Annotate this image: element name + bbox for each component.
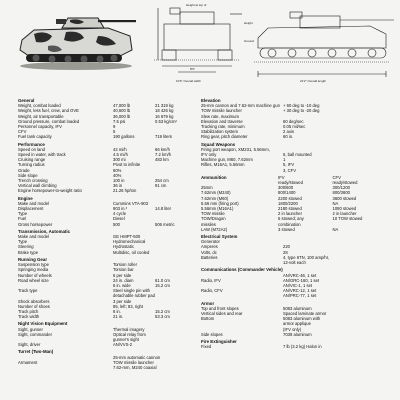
section-title: Performance <box>18 141 45 147</box>
spec-label: Sight, driver <box>18 342 41 348</box>
spec-label: Ring gear, pitch diameter <box>201 134 248 140</box>
spec-label: Turning radius <box>18 162 45 168</box>
spec-value: AN/GRC-160, 1 set <box>283 277 320 283</box>
spec-value: GE HMPT-500 <box>113 234 141 240</box>
spec-section <box>18 321 193 347</box>
ammo-type: LAW (M72A2) <box>201 226 228 232</box>
spec-row <box>18 134 193 139</box>
spec-value-metric: 7.2 km/h <box>155 152 172 158</box>
ammo-ifv: 2 in launcher <box>278 211 303 217</box>
spec-value: gunner's sight <box>113 336 139 342</box>
ammo-ifv: 2180 stowed <box>278 206 302 212</box>
spec-value: Hydrostatic <box>113 244 134 250</box>
spec-value: 1 <box>283 157 286 163</box>
spec-value: detachable rubber pad <box>113 293 155 299</box>
spec-value-metric: 0.53 kg/cm² <box>155 118 177 124</box>
spec-value: 12-volt each <box>283 260 306 266</box>
spec-value: Hydromechanical <box>113 239 146 245</box>
spec-label: Side slope <box>18 172 38 178</box>
spec-row <box>18 365 193 370</box>
spec-label: Number of wheels <box>18 272 52 278</box>
spec-value-metric: 14.8 liter <box>155 206 172 212</box>
ammo-type: 7.62mm (M60) <box>201 195 229 201</box>
spec-value: (IFV only) <box>283 326 302 332</box>
figure-label-turret-height: Height <box>244 21 253 25</box>
front-view-drawing <box>154 8 242 72</box>
spec-value: Torsion bar <box>113 267 134 273</box>
spec-label: Springing media <box>18 267 49 273</box>
spec-label: Weight, air transportable <box>18 113 64 119</box>
spec-label <box>201 293 283 298</box>
spec-label: Make and model <box>18 234 49 240</box>
spec-value: Thermal imagery <box>113 326 145 332</box>
side-view-drawing <box>254 12 394 77</box>
vehicle-photo <box>12 6 142 74</box>
spec-value-metric: 719 liters <box>155 134 172 140</box>
spec-label: Personnel capacity, IFV <box>18 124 62 130</box>
spec-value: 25-mm automatic cannon <box>113 354 161 360</box>
spec-value: 36 in <box>113 183 123 189</box>
spec-label: Track width <box>18 314 40 320</box>
spec-section-ammunition <box>201 175 387 232</box>
spec-value: AN/VRC-12, 1 set <box>283 288 317 294</box>
spec-label: Steering <box>18 244 34 250</box>
spec-value: 21.26 hp/ton <box>113 188 137 194</box>
spec-label: Armament <box>18 359 38 365</box>
spec-value: 903 in.³ <box>113 206 127 212</box>
figure-label-tow-height: Height at top of <box>186 3 207 7</box>
spec-label: Rifles, M16A1, 5.56mm <box>201 162 245 168</box>
ammo-type: 5.56mm (M16A1) <box>201 206 234 212</box>
spec-section-electrical <box>201 234 387 265</box>
spec-value: 0.05 mil/sec <box>283 124 306 130</box>
spec-value-metric <box>155 250 193 255</box>
spec-label: Weight, less fuel, crew, and OVE <box>18 108 79 114</box>
spec-label: Gross horsepower <box>18 221 53 227</box>
spec-value: 7.5 psi <box>113 118 126 124</box>
spec-value: 6 per side <box>113 272 132 278</box>
spec-label: Track type <box>18 288 38 294</box>
ammo-sub-cfv: ready/stowed <box>332 180 358 186</box>
ammo-ifv: combination <box>278 221 301 227</box>
spec-label: Vertical sides and rear <box>201 310 243 316</box>
spec-value: AN/VRC-46, 1 set <box>283 272 317 278</box>
section-title: Transmission, Automatic <box>18 228 71 234</box>
spec-value: 190 gallons <box>113 134 135 140</box>
spec-row <box>201 168 387 173</box>
spec-label: Bottom <box>201 316 215 322</box>
ammo-ifv: 5 stowed; any <box>278 216 304 222</box>
spec-value: 5083 aluminum with <box>283 316 321 322</box>
spec-label: Road wheel size <box>18 277 49 283</box>
spec-label: Firing port weapon, XM231, 5.56mm, <box>201 146 270 152</box>
spec-label: Speed on land <box>18 146 46 152</box>
spec-value: 4 cycle <box>113 211 127 217</box>
right-spec-column <box>201 96 387 350</box>
spec-value: 100 in <box>113 178 125 184</box>
section-title: Night Vision Equipment <box>18 321 68 327</box>
section-title: Squad Weapons <box>201 141 236 147</box>
spec-value: 7.62-mm, M240 coaxial <box>113 364 157 370</box>
spec-label: Weight, combat loaded <box>18 103 61 109</box>
spec-label: Elevation and traverse <box>201 118 243 124</box>
ammo-type: TOW missile <box>201 211 225 217</box>
spec-value: Spaced laminate armor <box>283 310 327 316</box>
ammo-cfv: NA <box>332 200 339 206</box>
section-title: Armor <box>201 300 215 306</box>
spec-value: 5083 aluminum <box>283 305 312 311</box>
spec-label: Engine horsepower-to-weight ratio <box>18 188 82 194</box>
section-title: Running Gear <box>18 256 48 262</box>
spec-row <box>18 342 193 347</box>
spec-section <box>18 98 193 140</box>
spec-value-metric <box>155 342 193 347</box>
spec-label: Trench crossing <box>18 178 48 184</box>
spec-row <box>201 344 387 349</box>
spec-label <box>201 168 283 173</box>
spec-label: Amperes <box>201 244 218 250</box>
ammo-col-ifv: IFV <box>278 174 285 180</box>
spec-value-metric: 15.2 cm <box>155 308 170 314</box>
spec-section <box>18 229 193 255</box>
figure-label-length: 21'2" Overall length <box>300 79 326 83</box>
spec-label: Tracking rate, minimum <box>201 124 245 130</box>
ammo-type: 25mm <box>201 185 213 191</box>
ammo-ifv: 800/1400 <box>278 190 296 196</box>
spec-value: + 60 deg to -10 deg <box>283 103 320 109</box>
spec-section-fire <box>201 339 387 349</box>
spec-label: Cruising range <box>18 157 46 163</box>
spec-label: Radio, CFV <box>201 288 223 294</box>
spec-value: Diesel <box>113 216 125 222</box>
spec-value: 40,600 lb <box>113 108 131 114</box>
ammo-cfv: 10 TOW stowed <box>332 216 363 222</box>
spec-value: AN/VVS-2 <box>113 342 133 348</box>
ammo-sub-ifv: ready/stowed <box>278 180 303 186</box>
spec-value-metric: 483 km <box>155 157 169 163</box>
ammo-cfv: 3600 stowed <box>332 195 357 201</box>
spec-label: Brake type <box>18 249 39 255</box>
spec-label: Ground pressure, combat loaded <box>18 118 80 124</box>
ammo-ifv: 300/600 <box>278 185 294 191</box>
spec-label: Machine gun, M60, 7.62mm <box>201 157 253 163</box>
section-title: Electrical System <box>201 234 238 240</box>
section-title: Ammunition <box>201 174 227 180</box>
spec-value: armor applique <box>283 321 311 327</box>
spec-label: Shock absorbers <box>18 298 50 304</box>
spec-value-metric: 18 426 kg <box>155 108 174 114</box>
spec-label: Top and front slopes <box>201 305 239 311</box>
spec-label: 25-mm cannon and 7.62-mm machine gun <box>201 103 280 109</box>
spec-value: 4, type 6TN, 100 amp/hr, <box>283 254 330 260</box>
figure-label-track: 8'9" <box>190 67 195 71</box>
spec-label <box>201 260 283 265</box>
spec-label: Suspension type <box>18 262 49 268</box>
spec-value: 21 in. <box>113 314 124 320</box>
spec-value: Optical relay from <box>113 331 146 337</box>
ammo-ifv: 3 stowed <box>278 226 295 232</box>
spec-section-armor <box>201 301 387 337</box>
ammo-cfv: 800/3600 <box>332 190 350 196</box>
spec-value: 5 <box>113 129 116 135</box>
ammo-type: 5.56 mm (firing port) <box>201 200 239 206</box>
spec-row <box>18 222 193 227</box>
spec-value-metric: 16 679 kg <box>155 113 174 119</box>
spec-row <box>201 260 387 265</box>
spec-value-metric: 61.0 cm <box>155 277 170 283</box>
spec-label: Vertical wall climbing <box>18 183 57 189</box>
spec-section <box>18 257 193 319</box>
section-title: Turret (Two-Man) <box>18 349 54 355</box>
spec-value-metric <box>155 188 193 193</box>
spec-section-elevation <box>201 98 387 140</box>
spec-value: 85, left; 83, right <box>113 303 144 309</box>
spec-label: Type <box>18 239 28 245</box>
spec-value: 300 mi <box>113 157 126 163</box>
spec-section <box>18 142 193 194</box>
spec-value: Torsion roller <box>113 262 137 268</box>
spec-value: 7039 aluminum <box>283 331 312 337</box>
spec-row <box>18 250 193 255</box>
spec-value: 5, IFV <box>283 162 295 168</box>
spec-value-metric: 254 cm <box>155 178 169 184</box>
spec-label: Sight, gunner <box>18 326 43 332</box>
spec-value: AN/VIC-1, 1 set <box>283 282 313 288</box>
spec-label: Grade <box>18 167 30 173</box>
ammo-cfv: 300/1200 <box>332 185 350 191</box>
spec-value: 40% <box>113 172 122 178</box>
spec-section-squad <box>201 142 387 173</box>
spec-value: 6 in. <box>113 308 121 314</box>
spec-label: Side slopes <box>201 331 223 337</box>
spec-value-metric: 21 319 kg <box>155 103 174 109</box>
spec-value: 4.5 mi/h <box>113 152 128 158</box>
spec-value: Multidisc, oil cooled <box>113 249 150 255</box>
spec-row <box>18 314 193 319</box>
section-title: Communications (Commander Vehicle) <box>201 267 283 273</box>
spec-label: Speed in water, with track <box>18 152 66 158</box>
spec-section <box>18 349 193 370</box>
spec-label: Stabilization system <box>201 129 239 135</box>
spec-value: 60% <box>113 167 122 173</box>
spec-value-metric: 66 km/h <box>155 146 170 152</box>
spec-value: Steel single pin with <box>113 288 151 294</box>
spec-label: Track pitch <box>18 308 39 314</box>
spec-label: IFV only <box>201 152 217 158</box>
spec-value: 500 <box>113 221 120 227</box>
spec-value: 60 deg/sec <box>283 118 304 124</box>
spec-value: 7 lb (3.2 kg) Halon in <box>283 344 322 350</box>
spec-label: Batteries <box>201 254 218 260</box>
spec-value: AN/PRC-77, 1 set <box>283 293 317 299</box>
spec-value: 60 in. <box>283 134 294 140</box>
spec-label: CFV <box>18 129 27 135</box>
spec-value: 36,000 lb <box>113 113 131 119</box>
spec-value: 6 in. wide <box>113 282 131 288</box>
spec-value: Pivot to infinite <box>113 162 141 168</box>
spec-row <box>201 134 387 139</box>
ammo-type: 7.62mm (M240) <box>201 190 231 196</box>
spec-value: 47,000 lb <box>113 103 131 109</box>
spec-label: Type <box>18 211 28 217</box>
spec-label: Make and model <box>18 200 49 206</box>
ammo-type: TOW/Dragon <box>201 216 226 222</box>
spec-row <box>18 188 193 193</box>
spec-label: TOW missile launcher <box>201 108 242 114</box>
dimension-drawings <box>150 2 398 86</box>
spec-value: 42 mi/h <box>113 146 127 152</box>
spec-label: Fuel <box>18 216 27 222</box>
ammo-type: missiles <box>201 221 216 227</box>
spec-label: Fuel tank capacity <box>18 134 52 140</box>
spec-value: Cummins VTA-903 <box>113 200 149 206</box>
ammo-cfv: 2 in launcher <box>332 211 357 217</box>
spec-value-metric <box>155 365 193 370</box>
spec-label <box>18 365 113 370</box>
spec-value: 28 <box>283 249 288 255</box>
spec-value: 3 per side <box>113 298 132 304</box>
spec-value-metric: 15.2 cm <box>155 282 170 288</box>
section-title: Engine <box>18 195 33 201</box>
spec-section <box>18 196 193 227</box>
spec-value: 24 in. diam <box>113 277 134 283</box>
spec-label: Volts, dc <box>201 249 217 255</box>
spec-label: Fixed <box>201 344 212 350</box>
spec-value: TOW missile launcher <box>113 359 154 365</box>
section-title: General <box>18 98 35 103</box>
spec-value: 220 <box>283 244 290 250</box>
figure-label-width: 10'6" Overall width <box>176 79 201 83</box>
ammo-row <box>201 227 387 232</box>
spec-value-metric: 506 metric <box>155 221 175 227</box>
figure-label-ground-clearance: Ground <box>244 39 255 43</box>
ammo-cfv: 1080 stowed <box>332 206 357 212</box>
spec-value-metric: 53.3 cm <box>155 314 170 320</box>
spec-label: Generator <box>201 239 220 245</box>
left-spec-column <box>18 96 193 371</box>
spec-row <box>201 332 387 337</box>
spec-label: Number of shoes <box>18 303 50 309</box>
spec-value: 2 axis <box>283 129 294 135</box>
spec-value: 6, ball mounted <box>283 152 312 158</box>
spec-value: 3, CFV <box>283 167 297 173</box>
spec-value: + 30 deg to -20 deg <box>283 108 320 114</box>
spec-section-comms <box>201 267 387 298</box>
spec-label: Slew rate, maximum <box>201 113 239 119</box>
ammo-ifv: 1800/2200 <box>278 200 298 206</box>
section-title: Fire Extinguisher <box>201 338 237 344</box>
spec-label: Displacement <box>18 206 44 212</box>
ammo-ifv: 2200 stowed <box>278 195 302 201</box>
ammo-col-cfv: CFV <box>332 174 341 180</box>
spec-label: Sight, commander <box>18 331 52 337</box>
spec-label: Radio, IFV <box>201 277 221 283</box>
section-title: Elevation <box>201 98 221 103</box>
spec-row <box>201 293 387 298</box>
spec-value: 9 <box>113 124 116 130</box>
ammo-cfv: NA <box>332 226 339 232</box>
spec-value-metric: 91 cm <box>155 183 167 189</box>
